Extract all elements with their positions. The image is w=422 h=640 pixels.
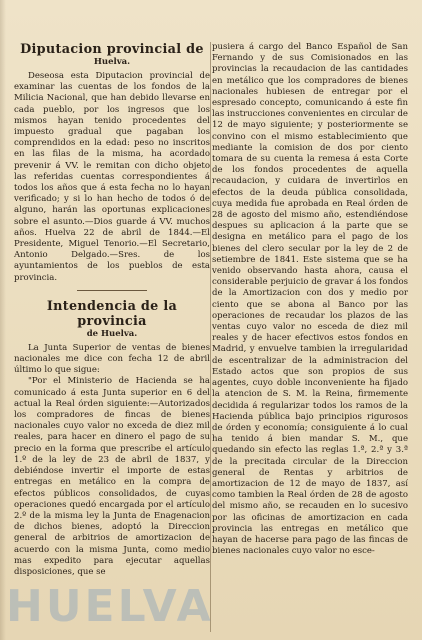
intendencia-body: "Por el Ministerio de Hacienda se ha comunicado á esta Junta superior en 6 del actual la Real órden siguiente:—Autorizados los compradores de fincas de bienes nacionales cuyo valor no exceda de diez mil reales, para hacer en dinero el pago de su precio en la forma que prescribe el artículo 1.º de la ley de 23 de abril de 1837, y debiéndose invertir el importe de estas entregas en metálico en la compra de efectos públicos consolidados, de cuyas operaciones quedó encargada por el artículo 2.º de la misma ley la Junta de Enagenacion de dichos bienes, adoptó la Direccion general de arbitrios de amortizacion de acuerdo con la misma Junta, como medio mas expedito para ejecutar aquellas disposiciones, que se <box>14 376 210 577</box>
section-divider <box>77 290 147 291</box>
archive-watermark: HUELVA <box>6 581 214 632</box>
column-rule <box>210 42 211 632</box>
page-fold-shadow <box>0 0 6 640</box>
section-subtitle-de-huelva: de Huelva. <box>86 328 138 339</box>
right-column-body: pusiera á cargo del Banco Español de San Fernando y de sus Comisionados en las provincias la recaudacion de las cantidades en metálico que los compradores de bienes nacionales hubiesen de entregar por el espresado concepto, comunicando á este fin las instrucciones convenientes en circular de 12 de mayo siguiente; y posteriormente se convino con el mismo establecimiento que mediante la comision de dos por ciento tomara de su cuenta la remesa á esta Corte de los fondos procedentes de aquella recaudacion, y cuidara de invertirlos en efectos de la deuda pública consolidada, cuya medida fue aprobada en Real órden de 28 de agosto del mismo año, estendiéndose despues su aplicacion á la parte que se designa en metálico para el pago de los bienes del clero secular por la ley de 2 de setiembre de 1841. Este sistema que se ha venido observando hasta ahora, causa el considerable perjuicio de gravar á los fondos de la Amortizacion con dos y medio por ciento que se abona al Banco por las operaciones de recaudar los plazos de las ventas cuyo valor no esceda de diez mil reales y de hacer efectivos estos fondos en Madrid, y envuelve tambien la irregularidad de escentralizar de la administracion del Estado actos que son propios de sus agentes, cuyo doble inconveniente ha fijado la atencion de S. M. la Reina, firmemente decidida á regularizar todos los ramos de la Hacienda pública bajo principios rigurosos de órden y economía; consiguiente á lo cual ha tenido á bien mandar S. M., que quedando sin efecto las reglas 1.ª, 2.ª y 3.ª de la precitada circular de la Direccion general de Rentas y arbitrios de amortizacion de 12 de mayo de 1837, así como tambien la Real órden de 28 de agosto del mismo año, se recauden en lo sucesivo por las oficinas de amortizacion en cada provincia las entregas en metálico que hayan de hacerse para pago de las fincas de bienes nacionales cuyo valor no esce- <box>212 42 408 557</box>
section-subtitle-huelva: Huelva. <box>93 57 131 67</box>
intendencia-intro: La Junta Superior de ventas de bienes nacionales me dice con fecha 12 de abril último lo que sigue: <box>14 342 210 376</box>
section-title-diputacion: Diputacion provincial de <box>20 42 204 57</box>
diputacion-body: Deseosa esta Diputacion provincial de examinar las cuentas de los fondos de la Milicia Nacional, que han debido llevarse en cada pueblo, por los ingresos que los mismos hayan tenido procedentes del impuesto gradual que pagaban los comprendidos en la edad: peso no inscritos en las filas de la misma, ha acordado prevenir á VV. le remitan con dicho objeto las referidas cuentas correspondientes á todos los años que á esta fecha no lo hayan verificado; y si lo han hecho de todos ó de alguno, harán las oportunas explicaciones sobre el asunto.—Dios guarde á VV. muchos años. Huelva 22 de abril de 1844.—El Presidente, Miguel Tenorio.—El Secretario, Antonio Delgado.—Sres. de los ayuntamientos de los pueblos de esta provincia. <box>14 71 210 283</box>
left-column <box>14 42 210 632</box>
right-column <box>212 42 408 632</box>
section-title-intendencia: Intendencia de la provincia <box>46 298 178 329</box>
